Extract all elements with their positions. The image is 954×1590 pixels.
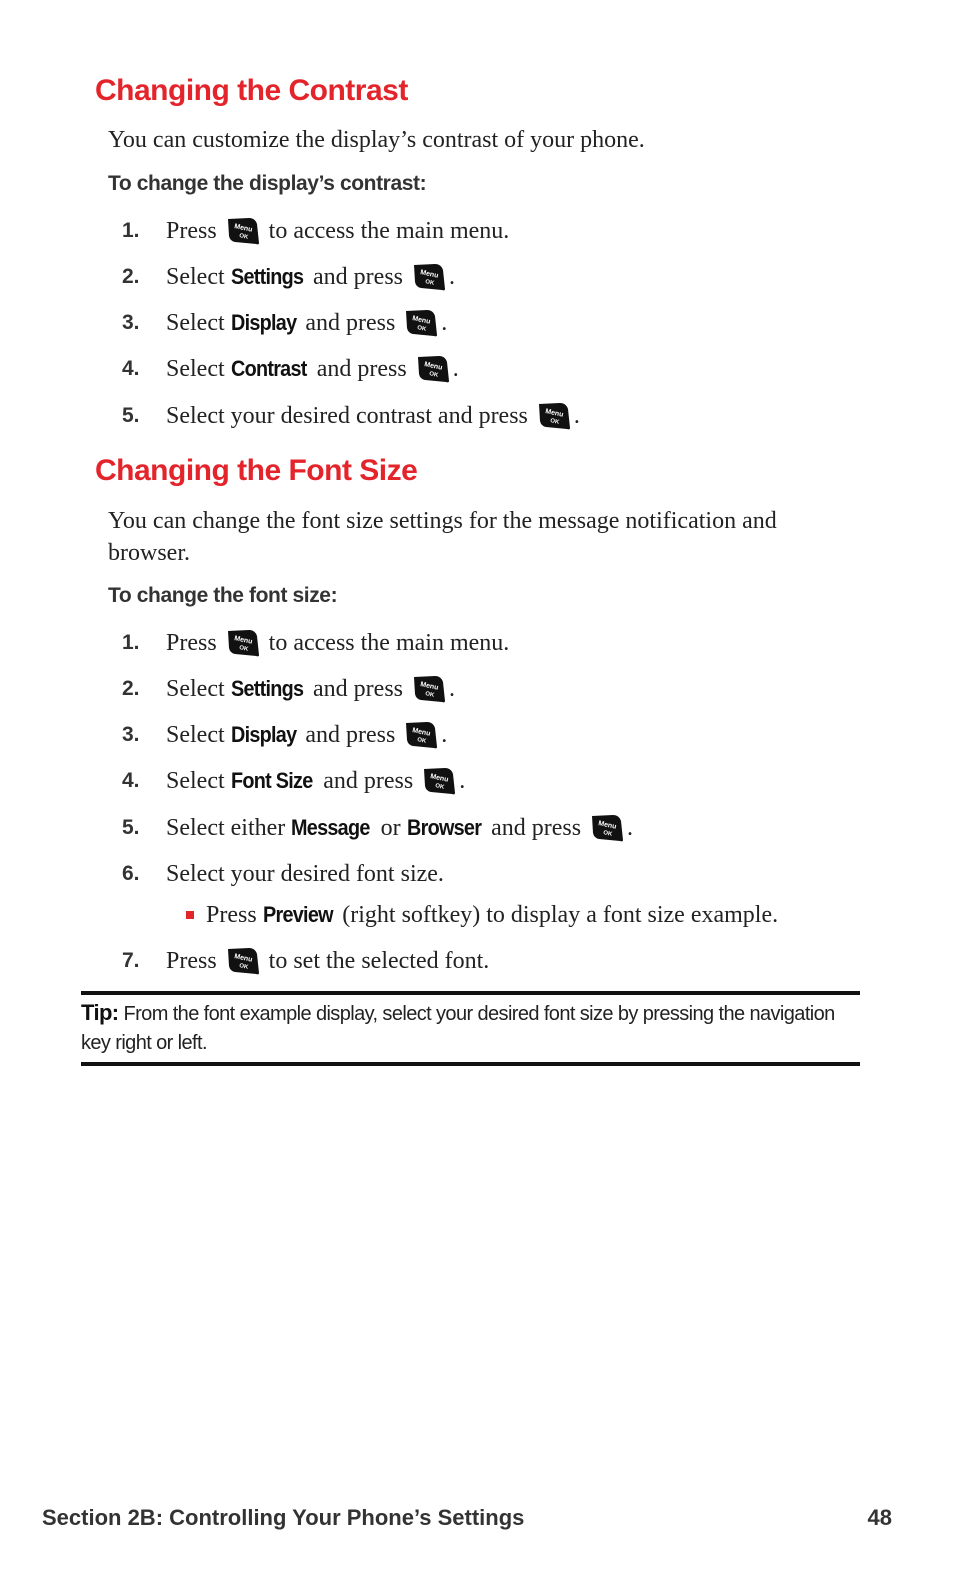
svg-text:Menu: Menu: [411, 315, 432, 326]
menu-ok-key-icon: [536, 401, 572, 431]
fontsize-lead: To change the font size:: [108, 584, 338, 607]
keyword-settings: Settings: [230, 676, 303, 701]
svg-text:Menu: Menu: [233, 635, 253, 646]
footer-section-title: Section 2B: Controlling Your Phone’s Settings: [42, 1505, 525, 1530]
keyword-display: Display: [230, 310, 297, 335]
svg-text:OK: OK: [549, 418, 560, 426]
tip-label: Tip:: [81, 1000, 119, 1025]
keyword-browser: Browser: [406, 815, 481, 840]
svg-text:Menu: Menu: [419, 681, 439, 692]
tip-bottom-rule: [81, 1062, 860, 1066]
contrast-step-3: 3. Select Display and press Menu OK .: [122, 306, 447, 340]
contrast-step-1: 1. Press Menu OK to access the main menu.: [122, 214, 509, 248]
menu-ok-key-icon: [225, 628, 261, 658]
fontsize-intro: You can change the font size settings for the message notification and browser.: [108, 508, 777, 566]
heading-changing-contrast: Changing the Contrast: [95, 74, 408, 107]
keyword-preview: Preview: [262, 902, 333, 927]
fontsize-step-4: 4. Select Font Size and press Menu OK .: [122, 764, 465, 798]
svg-text:Menu: Menu: [411, 727, 432, 738]
keyword-font-size: Font Size: [230, 768, 313, 793]
menu-ok-key-icon: [415, 354, 451, 384]
contrast-intro: You can customize the display’s contrast of your phone.: [108, 127, 645, 153]
menu-ok-key-icon: [225, 216, 261, 246]
svg-text:Menu: Menu: [423, 361, 443, 372]
fontsize-step-6-bullet: Press Preview (right softkey) to display a font size example.: [186, 898, 778, 932]
svg-text:OK: OK: [416, 737, 427, 745]
menu-ok-key-icon: [403, 720, 439, 750]
contrast-step-5: 5. Select your desired contrast and press Menu OK .: [122, 399, 580, 433]
tip-top-rule: [81, 991, 860, 995]
bullet-square-icon: [186, 911, 194, 919]
fontsize-step-5: 5. Select either Message or Browser and press Menu OK .: [122, 811, 633, 845]
menu-ok-key-icon: [225, 946, 261, 976]
svg-text:OK: OK: [424, 279, 435, 287]
svg-text:OK: OK: [238, 645, 249, 653]
menu-ok-key-icon: [421, 766, 457, 796]
fontsize-step-7: 7. Press Menu OK to set the selected font.: [122, 944, 489, 978]
menu-ok-key-icon: [403, 308, 439, 338]
svg-text:Menu: Menu: [419, 269, 439, 280]
svg-text:Menu: Menu: [233, 953, 253, 964]
svg-text:OK: OK: [424, 691, 435, 699]
tip-box: [81, 998, 860, 1058]
menu-ok-key-icon: [411, 674, 447, 704]
footer-page-number: 48: [867, 1505, 892, 1530]
svg-text:OK: OK: [602, 830, 613, 838]
fontsize-step-1: 1. Press Menu OK to access the main menu.: [122, 626, 509, 660]
svg-text:OK: OK: [416, 325, 427, 333]
keyword-message: Message: [291, 815, 370, 840]
svg-text:Menu: Menu: [597, 820, 617, 831]
keyword-settings: Settings: [230, 264, 303, 289]
svg-text:OK: OK: [428, 371, 439, 379]
tip-text: From the font example display, select your desired font size by pressing the navigation key right or left.: [81, 1003, 835, 1054]
contrast-lead: To change the display’s contrast:: [108, 172, 427, 195]
menu-ok-key-icon: [411, 262, 447, 292]
svg-text:OK: OK: [434, 783, 445, 791]
contrast-step-2: 2. Select Settings and press Menu OK .: [122, 260, 455, 294]
svg-text:Menu: Menu: [233, 223, 253, 234]
contrast-step-4: 4. Select Contrast and press Menu OK .: [122, 352, 459, 386]
svg-text:OK: OK: [238, 233, 249, 241]
svg-text:OK: OK: [238, 963, 249, 971]
svg-text:Menu: Menu: [429, 773, 450, 784]
fontsize-step-6: 6. Select your desired font size.: [122, 860, 444, 887]
heading-changing-font-size: Changing the Font Size: [95, 454, 418, 487]
menu-ok-key-icon: [589, 813, 625, 843]
keyword-contrast: Contrast: [230, 356, 307, 381]
svg-text:Menu: Menu: [544, 408, 564, 419]
fontsize-step-3: 3. Select Display and press Menu OK .: [122, 718, 447, 752]
keyword-display: Display: [230, 722, 297, 747]
fontsize-step-2: 2. Select Settings and press Menu OK .: [122, 672, 455, 706]
